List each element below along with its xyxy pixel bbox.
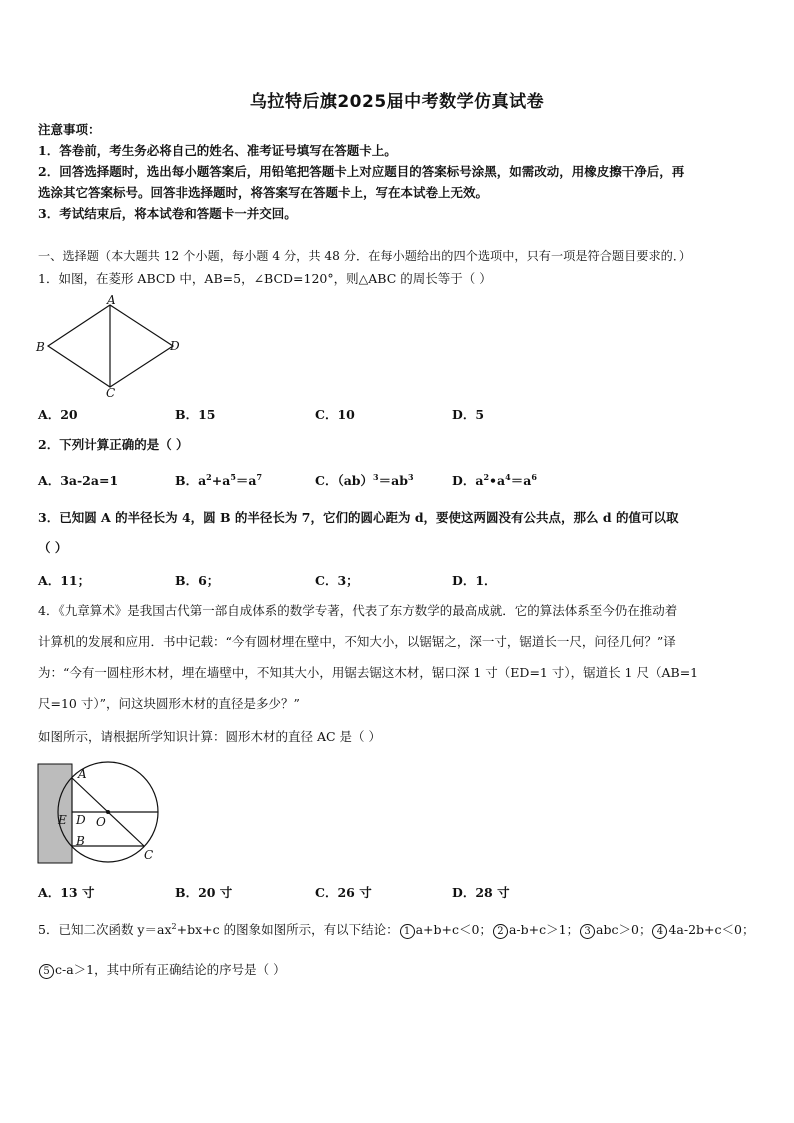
question-4-line: 4．《九章算术》是我国古代第一部自成体系的数学专著，代表了东方数学的最高成就．它的算法体系至今仍在推动着 bbox=[38, 603, 678, 618]
question-4-options bbox=[38, 883, 768, 903]
option-b: B．15 bbox=[175, 407, 216, 422]
circled-number: 3 bbox=[580, 924, 595, 939]
question-3-options bbox=[38, 571, 768, 591]
circled-number: 1 bbox=[400, 924, 415, 939]
question-1-stem: 1．如图，在菱形 ABCD 中，AB=5，∠BCD=120°，则△ABC 的周长等于（ ） bbox=[38, 271, 492, 286]
question-2-stem: 2．下列计算正确的是（ ） bbox=[38, 437, 189, 452]
point-label-b: B bbox=[76, 834, 85, 848]
question-4-line: 如图所示，请根据所学知识计算：圆形木材的直径 AC 是（ ） bbox=[38, 729, 382, 744]
question-4-line: 为：“今有一圆柱形木材，埋在墙壁中，不知其大小，用锯去锯这木材，锯口深 1 寸（ED=1 寸），锯道长 1 尺（AB=1 bbox=[38, 665, 699, 680]
option-d: D．5 bbox=[452, 407, 485, 422]
section-heading: 一、选择题（本大题共 12 个小题，每小题 4 分，共 48 分．在每小题给出的四个选项中，只有一项是符合题目要求的．） bbox=[38, 249, 692, 263]
option-c: C．$(ab)^3=ab^3$ bbox=[315, 471, 414, 488]
option-c: C．26 寸 bbox=[315, 885, 372, 900]
question-4-line: 计算机的发展和应用．书中记载：“今有圆材埋在壁中，不知大小，以锯锯之，深一寸，锯道长一尺，问径几何？”译 bbox=[38, 634, 676, 649]
circled-number: 2 bbox=[493, 924, 508, 939]
vertex-label-a: A bbox=[107, 293, 116, 307]
option-a: A．3a-2a=1 bbox=[38, 473, 119, 488]
page-title: 乌拉特后旗2025届中考数学仿真试卷 bbox=[249, 92, 545, 112]
option-c: C．10 bbox=[315, 407, 355, 422]
option-c: C．3； bbox=[315, 573, 359, 588]
question-3-stem: 3．已知圆 A 的半径长为 4，圆 B 的半径长为 7，它们的圆心距为 d，要使这两圆没有公共点，那么 d 的值可以取 bbox=[38, 510, 679, 525]
vertex-label-c: C bbox=[106, 386, 116, 400]
point-label-o: O bbox=[96, 815, 106, 829]
rhombus-figure bbox=[30, 290, 200, 400]
notice-item: 选涂其它答案标号。回答非选择题时，将答案写在答题卡上，写在本试卷上无效。 bbox=[38, 185, 489, 200]
vertex-label-b: B bbox=[36, 340, 45, 354]
question-5-line-2: 5 c-a＞1，其中所有正确结论的序号是（ ） bbox=[38, 960, 768, 980]
option-a: A．11； bbox=[38, 573, 91, 588]
question-3-blank: （ ） bbox=[38, 540, 68, 555]
option-d: D．28 寸 bbox=[452, 885, 510, 900]
point-label-d: D bbox=[76, 813, 86, 827]
notice-item: 1．答卷前，考生务必将自己的姓名、准考证号填写在答题卡上。 bbox=[38, 143, 397, 158]
question-1-options bbox=[38, 405, 768, 425]
point-label-e: E bbox=[58, 813, 67, 827]
point-label-a: A bbox=[78, 767, 87, 781]
notice-heading: 注意事项： bbox=[38, 122, 101, 137]
circled-number: 4 bbox=[652, 924, 667, 939]
option-a: A．13 寸 bbox=[38, 885, 95, 900]
question-5-line-1: 5．已知二次函数 $y=ax^2+bx+c$ 的图象如图所示，有以下结论： 1 a+b+c＜0； 2 a-b+c＞1； 3 abc＞0； 4 4a-2b+c＜0； bbox=[38, 921, 755, 937]
question-4-line: 尺=10 寸）”，问这块圆形木材的直径是多少？” bbox=[38, 696, 300, 711]
circle-log-figure bbox=[34, 758, 174, 868]
question-2-options bbox=[38, 471, 768, 491]
vertex-label-d: D bbox=[170, 339, 180, 353]
point-label-c: C bbox=[144, 848, 154, 862]
option-d: D．$a^2•a^4=a^6$ bbox=[452, 471, 537, 488]
option-b: B．20 寸 bbox=[175, 885, 233, 900]
notice-item: 3．考试结束后，将本试卷和答题卡一并交回。 bbox=[38, 206, 297, 221]
circled-number: 5 bbox=[39, 964, 54, 979]
option-b: B．6； bbox=[175, 573, 220, 588]
notice-item: 2．回答选择题时，选出每小题答案后，用铅笔把答题卡上对应题目的答案标号涂黑，如需改动，用橡皮擦干净后，再 bbox=[38, 164, 685, 179]
option-d: D．1． bbox=[452, 573, 497, 588]
option-b: B．$a^2+a^5=a^7$ bbox=[175, 471, 263, 488]
option-a: A．20 bbox=[38, 407, 78, 422]
